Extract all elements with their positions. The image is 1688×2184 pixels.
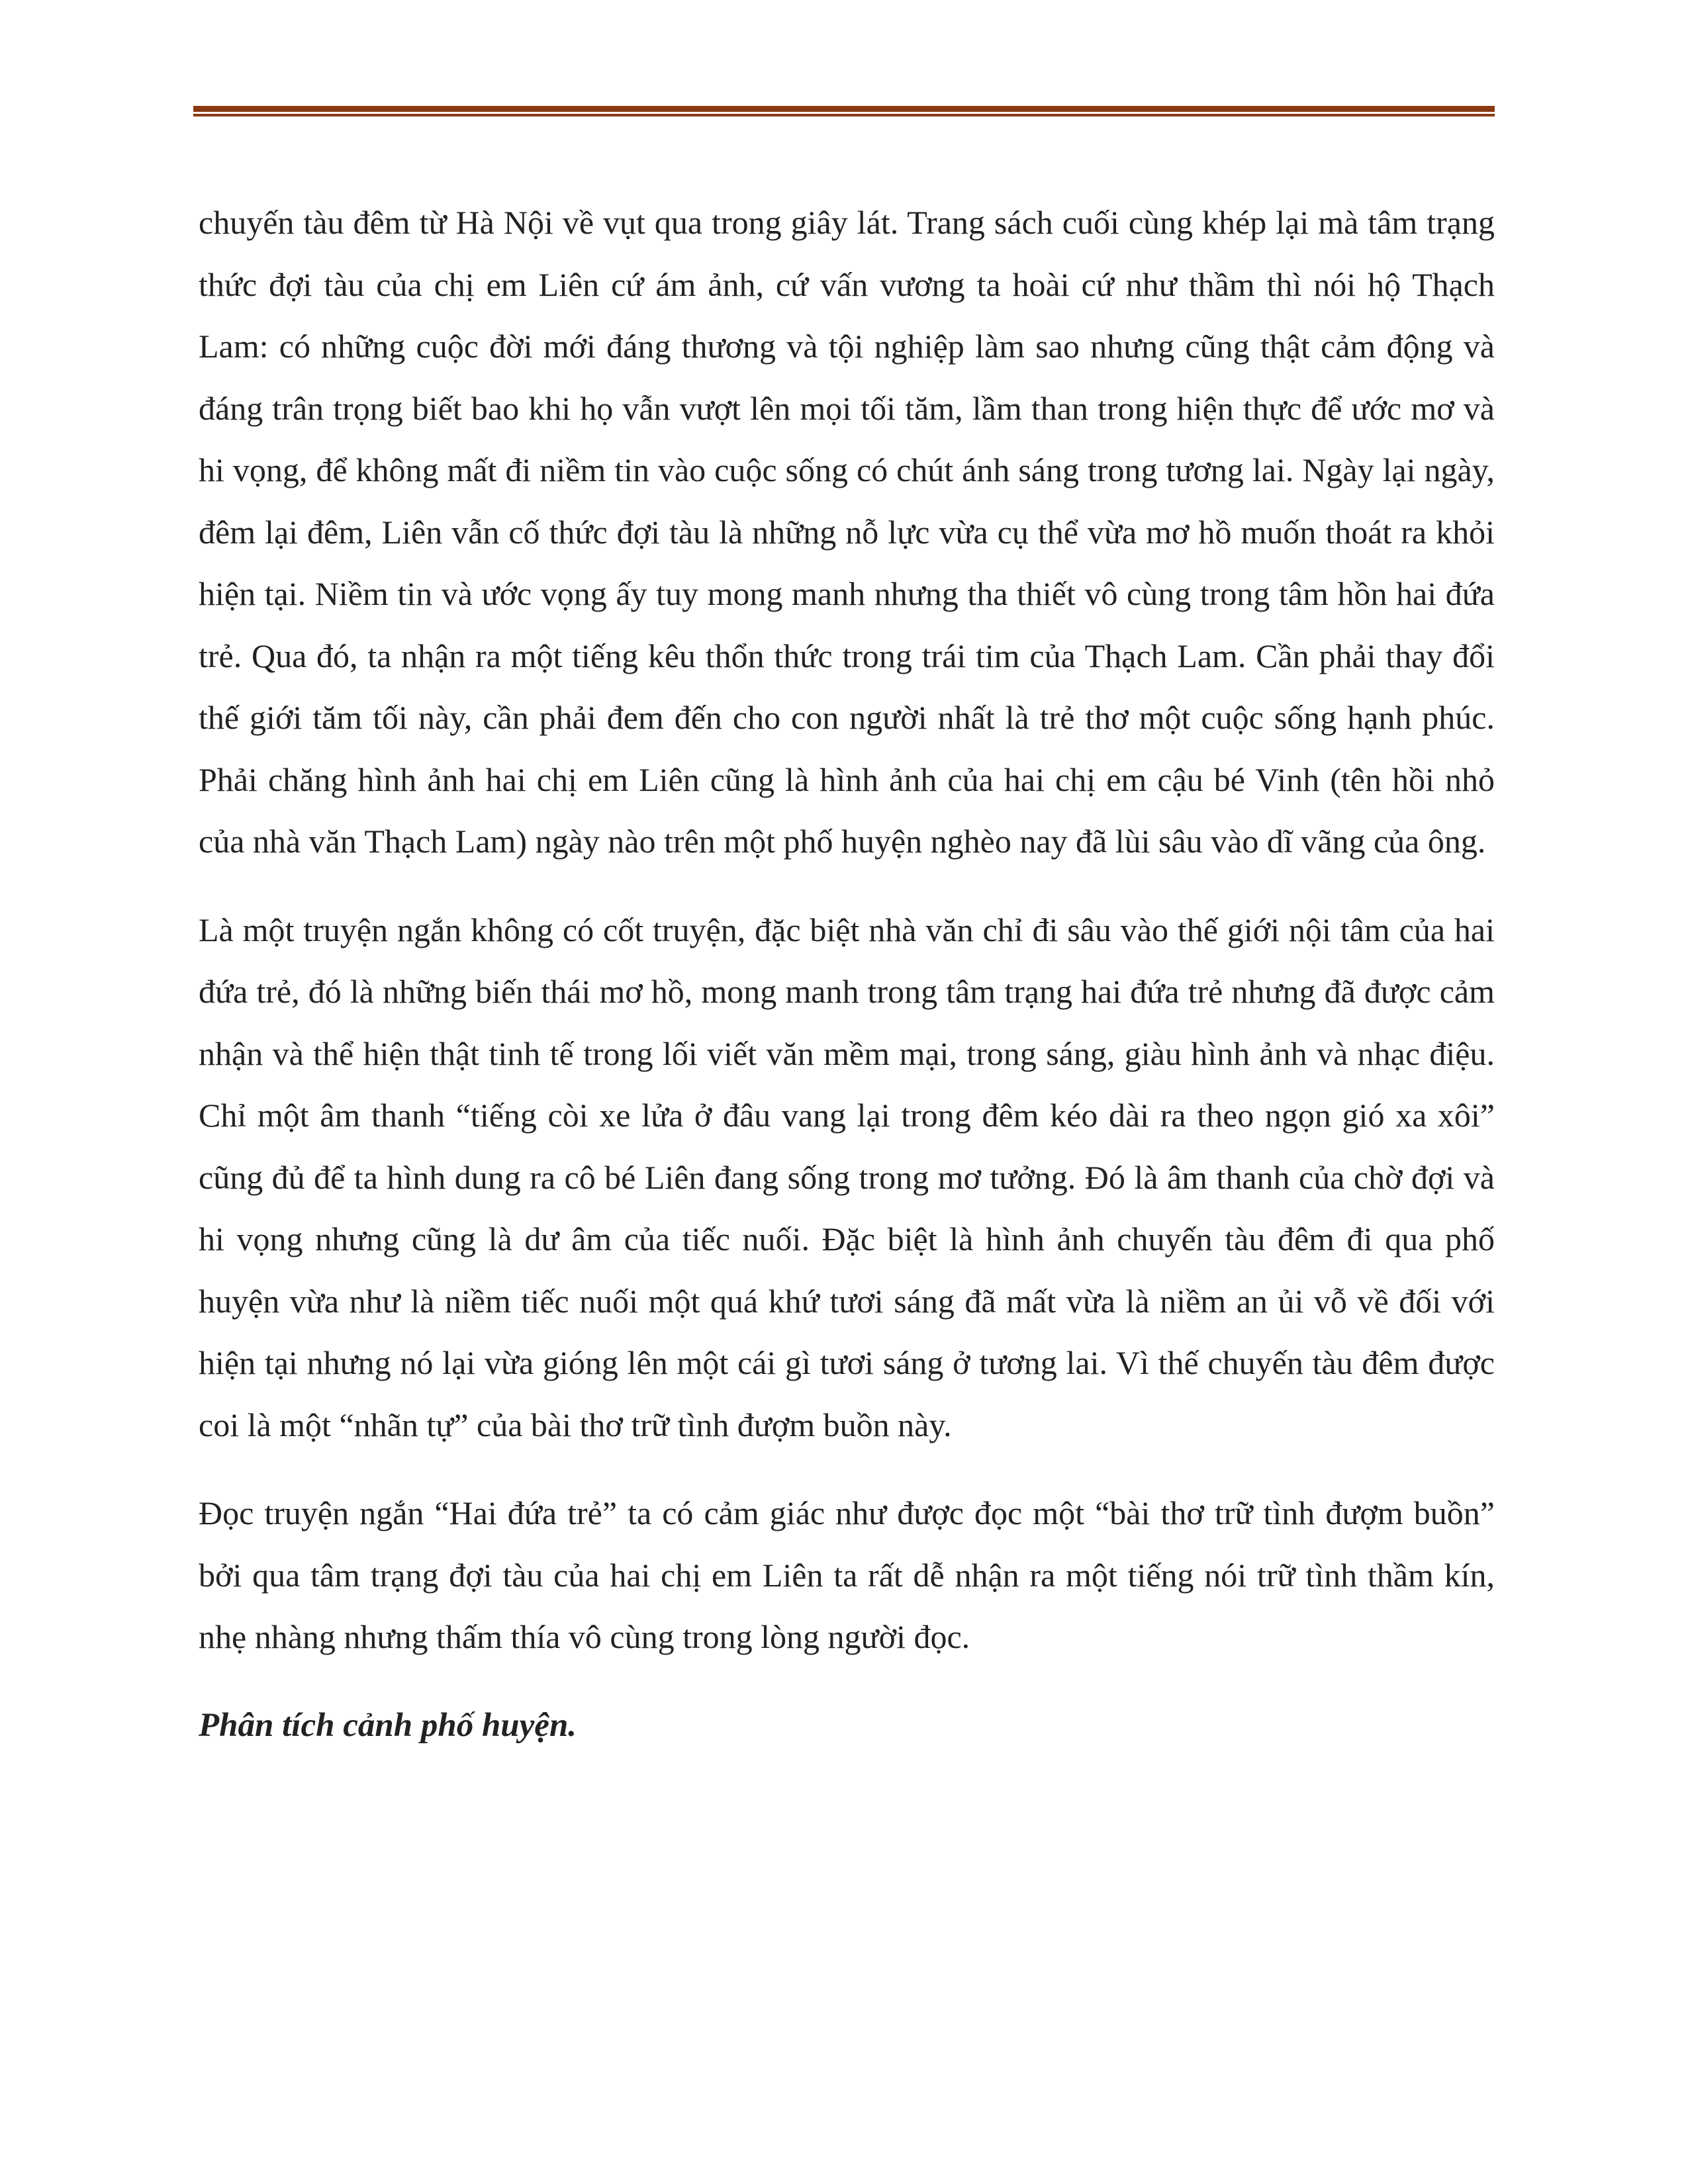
paragraph-2: Là một truyện ngắn không có cốt truyện, đặc biệt nhà văn chỉ đi sâu vào thế giới nội tâm của hai đứa trẻ, đó là những biến thái mơ hồ, mong manh trong tâm trạng hai đứa trẻ nhưng đã được cảm nhận và thể hiện thật tinh tế trong lối viết văn mềm mại, trong sáng, giàu hình ảnh và nhạc điệu. Chỉ một âm thanh “tiếng còi xe lửa ở đâu vang lại trong đêm kéo dài ra theo ngọn gió xa xôi” cũng đủ để ta hình dung ra cô bé Liên đang sống trong mơ tưởng. Đó là âm thanh của chờ đợi và hi vọng nhưng cũng là dư âm của tiếc nuối. Đặc biệt là hình ảnh chuyến tàu đêm đi qua phố huyện vừa như là niềm tiếc nuối một quá khứ tươi sáng đã mất vừa là niềm an ủi vỗ về đối với hiện tại nhưng nó lại vừa gióng lên một cái gì tươi sáng ở tương lai. Vì thế chuyến tàu đêm được coi là một “nhãn tự” của bài thơ trữ tình đượm buồn này. (199, 911, 1495, 1443)
header-rule (193, 106, 1495, 116)
document-body (199, 192, 1495, 1756)
section-heading: Phân tích cảnh phố huyện. (199, 1706, 577, 1744)
paragraph-1: chuyến tàu đêm từ Hà Nội về vụt qua trong giây lát. Trang sách cuối cùng khép lại mà tâm trạng thức đợi tàu của chị em Liên cứ ám ảnh, cứ vấn vương ta hoài cứ như thầm thì nói hộ Thạch Lam: có những cuộc đời mới đáng thương và tội nghiệp làm sao nhưng cũng thật cảm động và đáng trân trọng biết bao khi họ vẫn vượt lên mọi tối tăm, lầm than trong hiện thực để ước mơ và hi vọng, để không mất đi niềm tin vào cuộc sống có chút ánh sáng trong tương lai. Ngày lại ngày, đêm lại đêm, Liên vẫn cố thức đợi tàu là những nỗ lực vừa cụ thể vừa mơ hồ muốn thoát ra khỏi hiện tại. Niềm tin và ước vọng ấy tuy mong manh nhưng tha thiết vô cùng trong tâm hồn hai đứa trẻ. Qua đó, ta nhận ra một tiếng kêu thổn thức trong trái tim của Thạch Lam. Cần phải thay đổi thế giới tăm tối này, cần phải đem đến cho con người nhất là trẻ thơ một cuộc sống hạnh phúc. Phải chăng hình ảnh hai chị em Liên cũng là hình ảnh của hai chị em cậu bé Vinh (tên hồi nhỏ của nhà văn Thạch Lam) ngày nào trên một phố huyện nghèo nay đã lùi sâu vào dĩ vãng của ông. (199, 204, 1495, 860)
header-rule-thin-line (193, 114, 1495, 116)
header-rule-thick-line (193, 106, 1495, 112)
paragraph-3: Đọc truyện ngắn “Hai đứa trẻ” ta có cảm giác như được đọc một “bài thơ trữ tình đượm buồn” bởi qua tâm trạng đợi tàu của hai chị em Liên ta rất dễ nhận ra một tiếng nói trữ tình thầm kín, nhẹ nhàng nhưng thấm thía vô cùng trong lòng người đọc. (199, 1494, 1495, 1655)
